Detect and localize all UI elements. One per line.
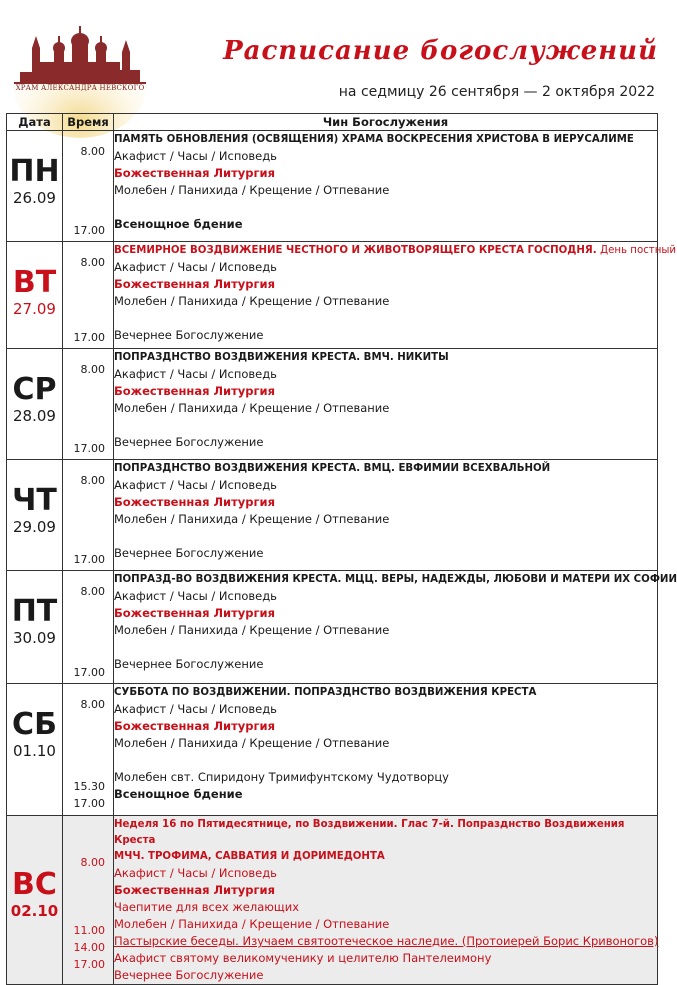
day-date: 30.09 — [13, 629, 56, 647]
service-item: Божественная Литургия — [114, 606, 275, 620]
feast-name: ПОПРАЗД-ВО ВОЗДВИЖЕНИЯ КРЕСТА. МЦЦ. ВЕРЫ, НАДЕЖДЫ, ЛЮБОВИ И МАТЕРИ ИХ СОФИИ — [114, 574, 677, 585]
service-item — [114, 528, 657, 545]
service-item: Божественная Литургия — [114, 166, 275, 180]
service-item: Акафист / Часы / Исповедь — [114, 367, 277, 381]
service-item — [114, 752, 657, 769]
feast-name: ПАМЯТЬ ОБНОВЛЕНИЯ (ОСВЯЩЕНИЯ) ХРАМА ВОСКРЕСЕНИЯ ХРИСТОВА В ИЕРУСАЛИМЕ — [114, 134, 634, 145]
service-item: Молебен / Панихида / Крещение / Отпевание — [114, 401, 390, 415]
header-service: Чин Богослужения — [114, 114, 658, 131]
date-cell — [7, 349, 63, 460]
service-time: 14.00 — [73, 941, 105, 954]
feast-title — [114, 684, 657, 701]
service-item: Вечернее Богослужение — [114, 657, 264, 671]
feast-title — [114, 131, 657, 148]
time-cell — [63, 571, 114, 684]
date-cell — [7, 684, 63, 816]
service-item: Вечернее Богослужение — [114, 968, 264, 982]
service-item: Вечернее Богослужение — [114, 435, 264, 449]
day-of-week: ВТ — [12, 265, 57, 300]
table-row-sunday — [7, 816, 658, 985]
table-row — [7, 242, 658, 349]
service-item: Акафист / Часы / Исповедь — [114, 589, 277, 603]
schedule-table — [6, 113, 677, 985]
day-date: 27.09 — [13, 300, 56, 318]
day-of-week: ВС — [12, 867, 57, 902]
service-item: Акафист / Часы / Исповедь — [114, 149, 277, 163]
day-date: 01.10 — [13, 742, 56, 760]
service-cell — [114, 460, 658, 571]
day-of-week: ПТ — [11, 594, 58, 629]
date-cell — [7, 131, 63, 242]
service-item: Молебен / Панихида / Крещение / Отпевание — [114, 512, 390, 526]
service-item: Молебен / Панихида / Крещение / Отпевание — [114, 183, 390, 197]
fast-note: День постный — [600, 245, 677, 256]
service-cell — [114, 816, 658, 985]
day-date: 28.09 — [13, 407, 56, 425]
service-item: Божественная Литургия — [114, 719, 275, 733]
service-item: Акафист / Часы / Исповедь — [114, 866, 277, 880]
service-item: Божественная Литургия — [114, 277, 275, 291]
date-cell — [7, 571, 63, 684]
feast-title: Неделя 16 по Пятидесятнице, по Воздвижении. Глас 7-й. Попразднство Воздвижения Креста — [114, 819, 625, 846]
service-item — [114, 639, 657, 656]
logo-text: ХРАМ АЛЕКСАНДРА НЕВСКОГО — [15, 84, 145, 92]
service-time: 17.00 — [73, 958, 105, 971]
day-of-week: СР — [12, 372, 57, 407]
day-of-week: ПН — [9, 154, 60, 189]
service-item — [114, 310, 657, 327]
service-item: Всенощное бдение — [114, 217, 243, 231]
service-time: 17.00 — [73, 224, 105, 237]
day-of-week: СБ — [12, 707, 57, 742]
page-subtitle: на седмицу 26 сентября — 2 октября 2022 — [338, 84, 655, 100]
feast-title — [114, 349, 657, 366]
schedule-body — [7, 131, 677, 985]
service-item: Молебен свт. Спиридону Тримифунтскому Чудотворцу — [114, 770, 449, 784]
day-date: 02.10 — [10, 902, 59, 920]
table-row — [7, 349, 658, 460]
table-row — [7, 131, 658, 242]
service-item: Акафист / Часы / Исповедь — [114, 260, 277, 274]
service-time: 8.00 — [80, 585, 105, 598]
time-cell — [63, 349, 114, 460]
date-cell — [7, 816, 63, 985]
service-item: Вечернее Богослужение — [114, 328, 264, 342]
time-cell — [63, 684, 114, 816]
feast-name: СУББОТА ПО ВОЗДВИЖЕНИИ. ПОПРАЗДНСТВО ВОЗДВИЖЕНИЯ КРЕСТА — [114, 687, 537, 698]
service-item: Пастырские беседы. Изучаем святоотеческое наследие. (Протоиерей Борис Кривоногов) — [114, 934, 659, 948]
service-time: 8.00 — [80, 256, 105, 269]
service-item: Божественная Литургия — [114, 495, 275, 509]
feast-title — [114, 242, 677, 259]
table-row — [7, 460, 658, 571]
service-time: 15.30 — [73, 780, 105, 793]
service-item: Чаепитие для всех желающих — [114, 900, 300, 914]
day-date: 29.09 — [13, 518, 56, 536]
service-time: 8.00 — [80, 474, 105, 487]
service-time: 8.00 — [80, 145, 105, 158]
service-item — [114, 199, 657, 216]
page-title: Расписание богослужений — [223, 36, 658, 66]
service-time: 17.00 — [73, 553, 105, 566]
service-item: Вечернее Богослужение — [114, 546, 264, 560]
service-cell — [114, 349, 658, 460]
service-item: Божественная Литургия — [114, 883, 275, 897]
service-item: Молебен / Панихида / Крещение / Отпевание — [114, 623, 390, 637]
day-of-week: ЧТ — [12, 483, 57, 518]
page-header — [0, 0, 665, 112]
service-time: 8.00 — [80, 856, 105, 869]
service-time: 11.00 — [73, 924, 105, 937]
service-item: Акафист святому великомученику и целителю Пантелеимону — [114, 951, 492, 965]
service-cell — [114, 242, 677, 349]
service-cell — [114, 571, 677, 684]
service-time: 17.00 — [73, 797, 105, 810]
date-cell — [7, 460, 63, 571]
service-item — [114, 417, 657, 434]
time-cell — [63, 131, 114, 242]
service-item: Акафист / Часы / Исповедь — [114, 702, 277, 716]
service-time: 8.00 — [80, 698, 105, 711]
table-header-row — [7, 114, 658, 131]
service-time: 17.00 — [73, 442, 105, 455]
feast-title — [114, 571, 677, 588]
service-time: 17.00 — [73, 331, 105, 344]
service-cell — [114, 684, 658, 816]
feast-name: ПОПРАЗДНСТВО ВОЗДВИЖЕНИЯ КРЕСТА. ВМЧ. НИКИТЫ — [114, 352, 449, 363]
time-cell — [63, 816, 114, 985]
table-row — [7, 684, 658, 816]
service-item: Молебен / Панихида / Крещение / Отпевание — [114, 736, 390, 750]
table-row — [7, 571, 658, 684]
service-item: Молебен / Панихида / Крещение / Отпевание — [114, 917, 390, 931]
time-cell — [63, 242, 114, 349]
day-date: 26.09 — [13, 189, 56, 207]
date-cell — [7, 242, 63, 349]
feast-name: ВСЕМИРНОЕ ВОЗДВИЖЕНИЕ ЧЕСТНОГО И ЖИВОТВОРЯЩЕГО КРЕСТА ГОСПОДНЯ. — [114, 245, 597, 256]
service-item: Акафист / Часы / Исповедь — [114, 478, 277, 492]
feast-subtitle: МЧЧ. ТРОФИМА, САВВАТИЯ И ДОРИМЕДОНТА — [114, 851, 385, 862]
service-item: Молебен / Панихида / Крещение / Отпевание — [114, 294, 390, 308]
header-date: Дата — [7, 114, 63, 131]
service-cell — [114, 131, 658, 242]
feast-title — [114, 460, 657, 477]
header-time: Время — [63, 114, 114, 131]
service-time: 17.00 — [73, 666, 105, 679]
service-item: Божественная Литургия — [114, 384, 275, 398]
time-cell — [63, 460, 114, 571]
feast-name: ПОПРАЗДНСТВО ВОЗДВИЖЕНИЯ КРЕСТА. ВМЦ. ЕВФИМИИ ВСЕХВАЛЬНОЙ — [114, 463, 551, 474]
service-item: Всенощное бдение — [114, 787, 243, 801]
service-time: 8.00 — [80, 363, 105, 376]
